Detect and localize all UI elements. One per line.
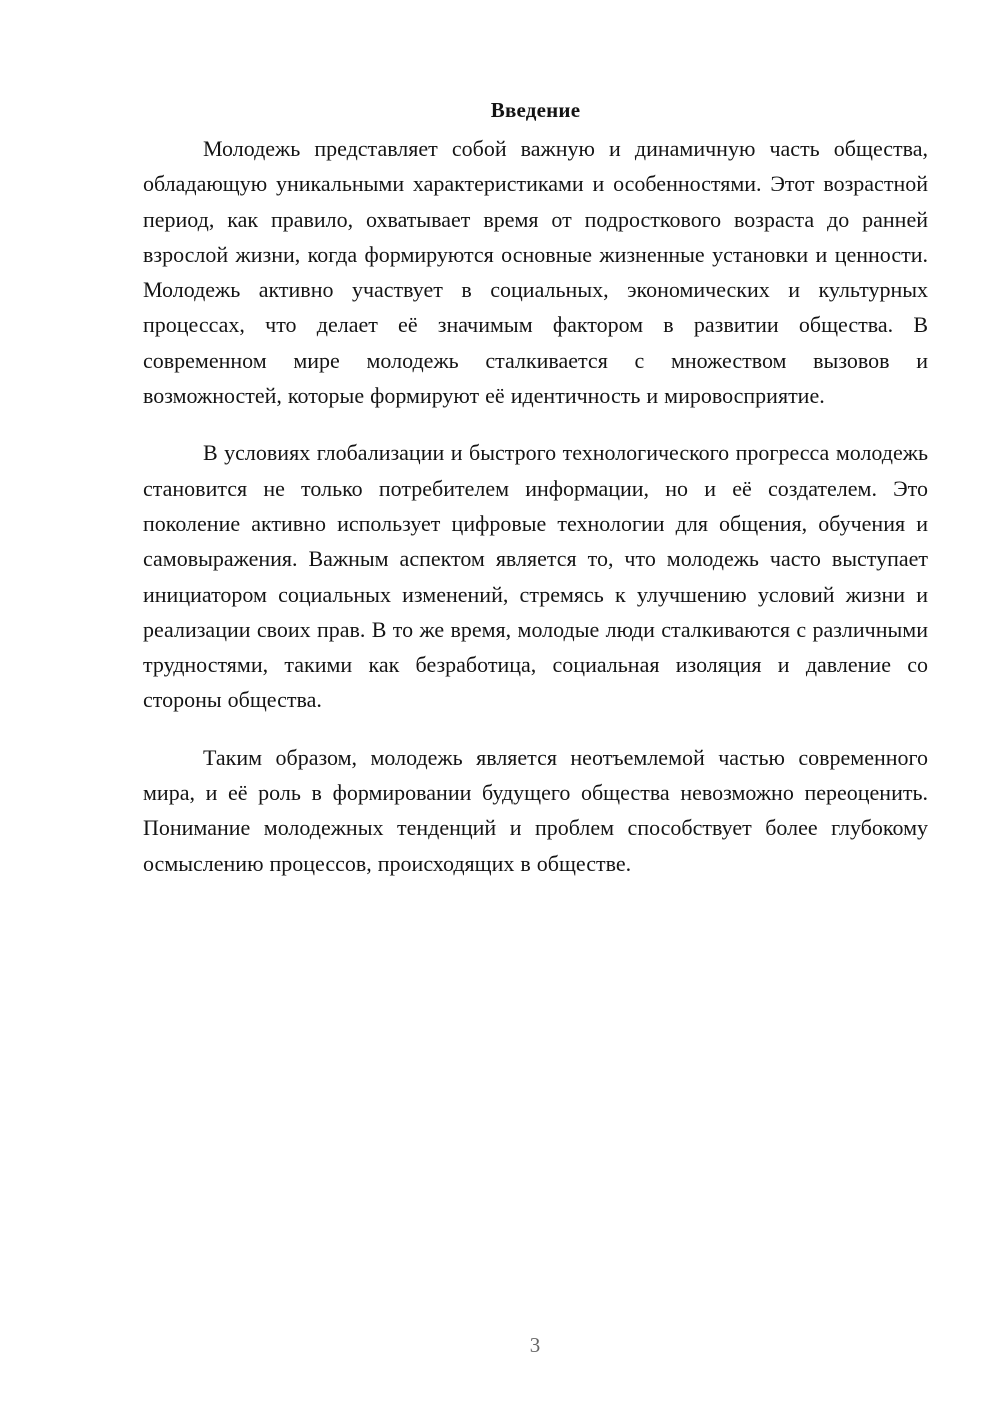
paragraph-1: Молодежь представляет собой важную и динамичную часть общества, обладающую уникальными характеристиками и особенностями. Этот возрастной период, как правило, охватывает время от подросткового возраста до ранней взрослой жизни, когда формируются основные жизненные установки и ценности. Молодежь активно участвует в социальных, экономических и культурных процессах, что делает её значимым фактором в развитии общества. В современном мире молодежь сталкивается с множеством вызовов и возможностей, которые формируют её идентичность и мировосприятие. (143, 136, 928, 409)
paragraph-2: В условиях глобализации и быстрого технологического прогресса молодежь становится не только потребителем информации, но и её создателем. Это поколение активно использует цифровые технологии для общения, обучения и самовыражения. Важным аспектом является то, что молодежь часто выступает инициатором социальных изменений, стремясь к улучшению условий жизни и реализации своих прав. В то же время, молодые люди сталкиваются с различными трудностями, такими как безработица, социальная изоляция и давление со стороны общества. (143, 440, 928, 713)
page-number: 3 (529, 1333, 541, 1357)
paragraph-3: Таким образом, молодежь является неотъемлемой частью современного мира, и её роль в формировании будущего общества невозможно переоценить. Понимание молодежных тенденций и проблем способствует более глубокому осмыслению процессов, происходящих в обществе. (143, 744, 928, 876)
document-body (143, 92, 928, 881)
document-title: Введение (490, 98, 581, 122)
page-number-footer (0, 1333, 1000, 1358)
